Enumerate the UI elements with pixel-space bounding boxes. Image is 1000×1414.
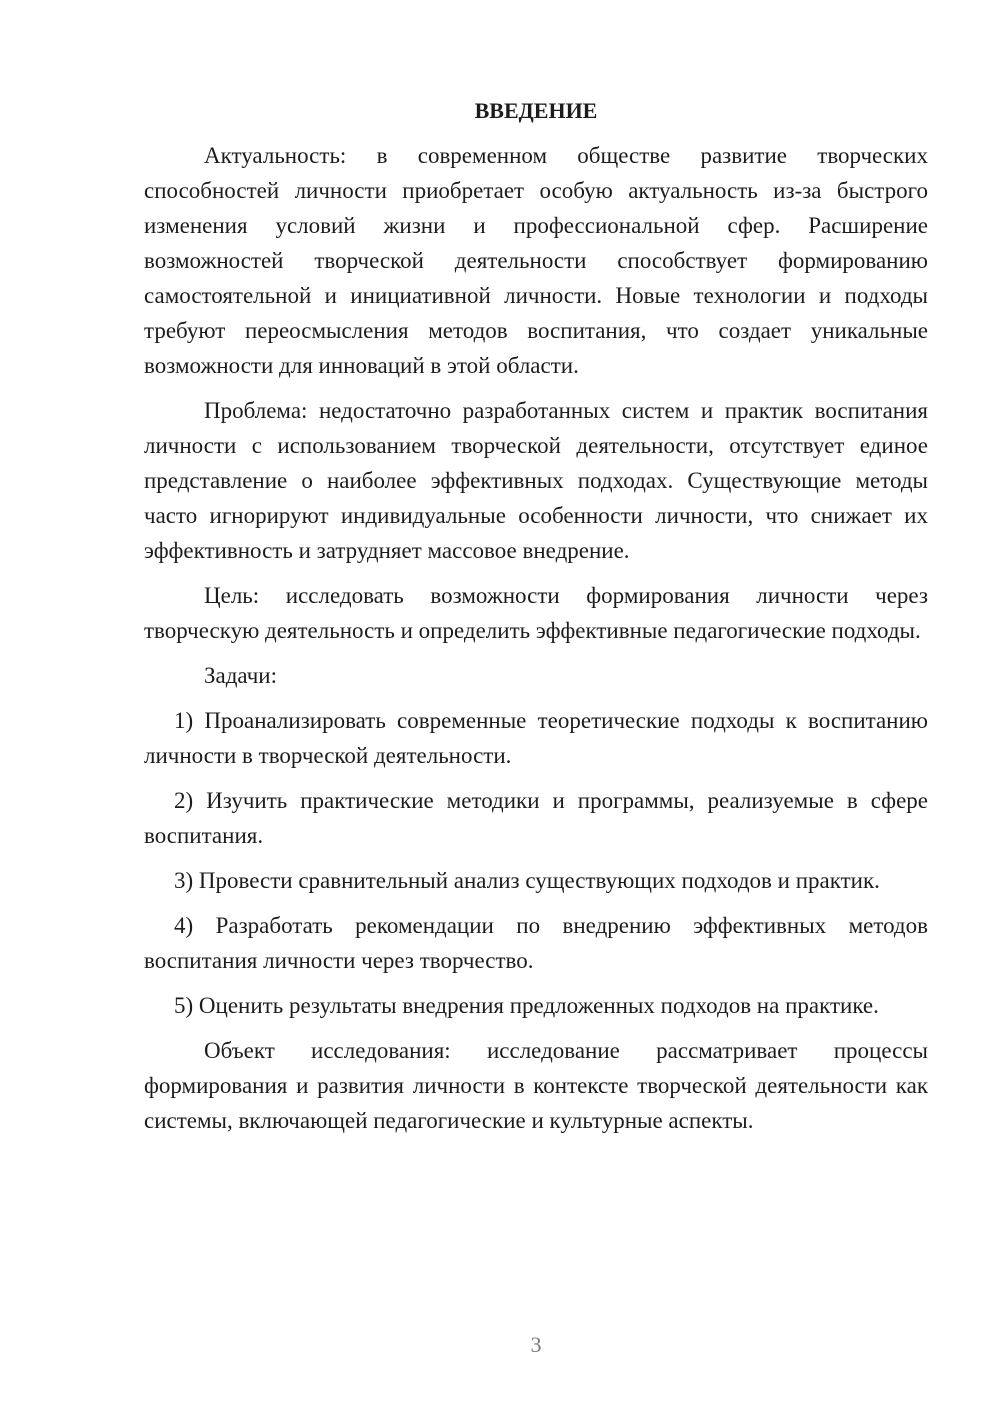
task-item: 2) Изучить практические методики и программы, реализуемые в сфере воспитания. (144, 788, 928, 848)
task-item: 1) Проанализировать современные теоретические подходы к воспитанию личности в творческой деятельности. (144, 708, 928, 768)
page-number: 3 (530, 1332, 542, 1357)
task-item: 4) Разработать рекомендации по внедрению эффективных методов воспитания личности через творчество. (144, 913, 928, 973)
tasks-list (144, 703, 928, 1023)
section-heading: ВВЕДЕНИЕ (474, 98, 598, 123)
problem-paragraph: Проблема: недостаточно разработанных систем и практик воспитания личности с использованием творческой деятельности, отсутствует единое представление о наиболее эффективных подходах. Существующие методы часто игнорируют индивидуальные особенности личности, что снижает их эффективность и затрудняет массовое внедрение. (144, 398, 928, 563)
task-item: 5) Оценить результаты внедрения предложенных подходов на практике. (174, 993, 879, 1018)
object-paragraph: Объект исследования: исследование рассматривает процессы формирования и развития личности в контексте творческой деятельности как системы, включающей педагогические и культурные аспекты. (144, 1038, 928, 1133)
goal-paragraph: Цель: исследовать возможности формирования личности через творческую деятельность и определить эффективные педагогические подходы. (144, 583, 928, 643)
page-content (144, 96, 928, 1148)
relevance-paragraph: Актуальность: в современном обществе развитие творческих способностей личности приобретает особую актуальность из-за быстрого изменения условий жизни и профессиональной сфер. Расширение возможностей творческой деятельности способствует формированию самостоятельной и инициативной личности. Новые технологии и подходы требуют переосмысления методов воспитания, что создает уникальные возможности для инноваций в этой области. (144, 143, 928, 378)
tasks-label: Задачи: (204, 663, 277, 688)
task-item: 3) Провести сравнительный анализ существующих подходов и практик. (174, 868, 880, 893)
